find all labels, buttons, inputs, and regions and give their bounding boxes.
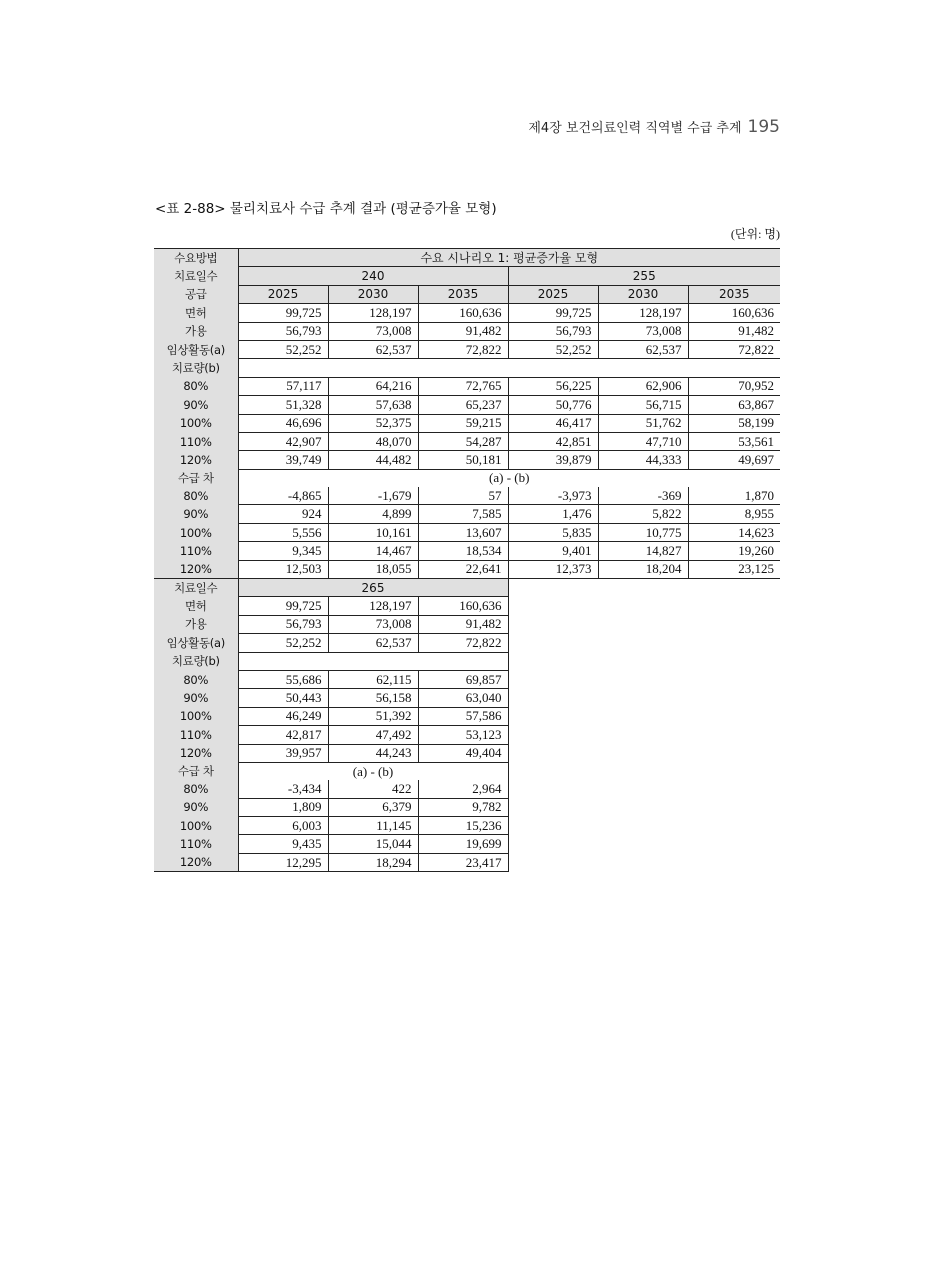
gap-value: 8,955 <box>688 505 780 523</box>
row-label-percent: 120% <box>154 451 238 469</box>
gap-value: 18,294 <box>328 853 418 871</box>
treat-value: 49,404 <box>418 744 508 762</box>
row-label-percent: 90% <box>154 396 238 414</box>
row-label-treat-amount: 치료량(b) <box>154 359 238 377</box>
license-value: 160,636 <box>418 597 508 615</box>
gap-value: 9,401 <box>508 542 598 560</box>
treat-value: 46,249 <box>238 707 328 725</box>
treat-value: 62,906 <box>598 377 688 395</box>
clinical-value: 52,252 <box>238 340 328 358</box>
gap-value: 57 <box>418 487 508 505</box>
gap-value: 10,161 <box>328 523 418 541</box>
table-row <box>154 249 780 267</box>
treat-value: 44,243 <box>328 744 418 762</box>
row-label-license: 면허 <box>154 304 238 322</box>
treat-value: 58,199 <box>688 414 780 432</box>
treat-value: 63,040 <box>418 689 508 707</box>
treat-value: 69,857 <box>418 670 508 688</box>
row-label-gap: 수급 차 <box>154 469 238 487</box>
treat-value: 57,638 <box>328 396 418 414</box>
treat-value: 65,237 <box>418 396 508 414</box>
treat-value: 51,328 <box>238 396 328 414</box>
gap-value: 14,467 <box>328 542 418 560</box>
treat-value: 39,749 <box>238 451 328 469</box>
table-row <box>154 817 508 835</box>
gap-formula: (a) - (b) <box>238 762 508 780</box>
blank-cell <box>238 652 508 670</box>
row-label-percent: 110% <box>154 542 238 560</box>
table-row <box>154 744 508 762</box>
gap-value: 1,809 <box>238 798 328 816</box>
year-header: 2030 <box>598 285 688 303</box>
table-row <box>154 835 508 853</box>
table-row <box>154 707 508 725</box>
table-row <box>154 285 780 303</box>
row-label-percent: 100% <box>154 817 238 835</box>
table-row <box>154 798 508 816</box>
treat-value: 46,417 <box>508 414 598 432</box>
gap-value: 14,623 <box>688 523 780 541</box>
treat-value: 47,710 <box>598 432 688 450</box>
running-header <box>528 117 780 137</box>
table-row <box>154 652 508 670</box>
gap-value: 12,503 <box>238 560 328 578</box>
row-label-available: 가용 <box>154 615 238 633</box>
treat-value: 39,957 <box>238 744 328 762</box>
treat-value: 51,762 <box>598 414 688 432</box>
unit-label: (단위: 명) <box>730 227 780 241</box>
table-row <box>154 432 780 450</box>
treat-value: 44,333 <box>598 451 688 469</box>
treat-value: 62,115 <box>328 670 418 688</box>
table-row <box>154 560 780 578</box>
row-label-percent: 110% <box>154 432 238 450</box>
treat-value: 50,181 <box>418 451 508 469</box>
treat-value: 56,225 <box>508 377 598 395</box>
treat-value: 64,216 <box>328 377 418 395</box>
available-value: 73,008 <box>598 322 688 340</box>
year-header: 2035 <box>688 285 780 303</box>
gap-value: 15,236 <box>418 817 508 835</box>
license-value: 128,197 <box>328 597 418 615</box>
gap-value: 5,835 <box>508 523 598 541</box>
table-row <box>154 469 780 487</box>
gap-value: -1,679 <box>328 487 418 505</box>
row-label-percent: 90% <box>154 505 238 523</box>
available-value: 56,793 <box>238 322 328 340</box>
chapter-title: 제4장 보건의료인력 직역별 수급 추계 <box>528 121 742 136</box>
license-value: 160,636 <box>688 304 780 322</box>
treat-value: 52,375 <box>328 414 418 432</box>
supply-demand-table <box>154 248 780 579</box>
gap-formula: (a) - (b) <box>489 470 530 486</box>
row-label-clinical: 임상활동(a) <box>154 634 238 652</box>
row-label-demand-method: 수요방법 <box>154 249 238 267</box>
treat-value: 48,070 <box>328 432 418 450</box>
gap-value: 2,964 <box>418 780 508 798</box>
gap-value: 18,204 <box>598 560 688 578</box>
gap-value: 15,044 <box>328 835 418 853</box>
gap-value: -3,434 <box>238 780 328 798</box>
clinical-value: 72,822 <box>418 340 508 358</box>
table-row <box>154 322 780 340</box>
table-row <box>154 689 508 707</box>
table-row <box>154 505 780 523</box>
clinical-value: 52,252 <box>238 634 328 652</box>
table-row <box>154 396 780 414</box>
days-header-265: 265 <box>238 579 508 597</box>
gap-value: 14,827 <box>598 542 688 560</box>
treat-value: 53,561 <box>688 432 780 450</box>
table-row <box>154 451 780 469</box>
treat-value: 72,765 <box>418 377 508 395</box>
table-row <box>154 542 780 560</box>
clinical-value: 62,537 <box>328 340 418 358</box>
gap-value: 422 <box>328 780 418 798</box>
gap-value: 19,260 <box>688 542 780 560</box>
table-row <box>154 523 780 541</box>
row-label-percent: 80% <box>154 670 238 688</box>
treat-value: 47,492 <box>328 726 418 744</box>
year-header: 2025 <box>238 285 328 303</box>
treat-value: 56,715 <box>598 396 688 414</box>
treat-value: 55,686 <box>238 670 328 688</box>
row-label-percent: 90% <box>154 798 238 816</box>
table-row <box>154 853 508 871</box>
table-row <box>154 414 780 432</box>
gap-value: 1,870 <box>688 487 780 505</box>
year-header: 2035 <box>418 285 508 303</box>
table-row <box>154 726 508 744</box>
gap-value: 6,003 <box>238 817 328 835</box>
scenario-header: 수요 시나리오 1: 평균증가율 모형 <box>238 249 780 267</box>
row-label-percent: 100% <box>154 414 238 432</box>
gap-value: -369 <box>598 487 688 505</box>
table-row <box>154 780 508 798</box>
available-value: 91,482 <box>688 322 780 340</box>
row-label-treat-days: 치료일수 <box>154 267 238 285</box>
available-value: 73,008 <box>328 615 418 633</box>
gap-value: 18,534 <box>418 542 508 560</box>
gap-value: 12,373 <box>508 560 598 578</box>
table-row <box>154 762 508 780</box>
gap-value: 5,822 <box>598 505 688 523</box>
treat-value: 59,215 <box>418 414 508 432</box>
table-row <box>154 340 780 358</box>
clinical-value: 72,822 <box>688 340 780 358</box>
treat-value: 57,117 <box>238 377 328 395</box>
row-label-percent: 110% <box>154 726 238 744</box>
gap-value: 23,125 <box>688 560 780 578</box>
treat-value: 56,158 <box>328 689 418 707</box>
supply-demand-table-265 <box>154 579 509 872</box>
row-label-percent: 100% <box>154 523 238 541</box>
available-value: 73,008 <box>328 322 418 340</box>
row-label-percent: 80% <box>154 780 238 798</box>
gap-value: 924 <box>238 505 328 523</box>
page-number: 195 <box>747 117 780 137</box>
treat-value: 49,697 <box>688 451 780 469</box>
table-row <box>154 634 508 652</box>
available-value: 91,482 <box>418 322 508 340</box>
row-label-treat-amount: 치료량(b) <box>154 652 238 670</box>
gap-value: -3,973 <box>508 487 598 505</box>
gap-value: 1,476 <box>508 505 598 523</box>
row-label-percent: 120% <box>154 853 238 871</box>
table-row <box>154 597 508 615</box>
license-value: 99,725 <box>238 597 328 615</box>
row-label-percent: 120% <box>154 744 238 762</box>
year-header: 2025 <box>508 285 598 303</box>
table-row <box>154 615 508 633</box>
treat-value: 63,867 <box>688 396 780 414</box>
row-label-gap: 수급 차 <box>154 762 238 780</box>
days-header-255: 255 <box>508 267 780 285</box>
table-row <box>154 359 780 377</box>
table-row <box>154 304 780 322</box>
gap-value: 9,782 <box>418 798 508 816</box>
table-row <box>154 670 508 688</box>
row-label-treat-days: 치료일수 <box>154 579 238 597</box>
row-label-percent: 80% <box>154 377 238 395</box>
treat-value: 51,392 <box>328 707 418 725</box>
gap-value: 5,556 <box>238 523 328 541</box>
table-row <box>154 267 780 285</box>
gap-value: 11,145 <box>328 817 418 835</box>
gap-value: 9,345 <box>238 542 328 560</box>
row-label-percent: 80% <box>154 487 238 505</box>
license-value: 160,636 <box>418 304 508 322</box>
table-row <box>154 487 780 505</box>
row-label-clinical: 임상활동(a) <box>154 340 238 358</box>
clinical-value: 62,537 <box>328 634 418 652</box>
gap-value: 6,379 <box>328 798 418 816</box>
row-label-percent: 90% <box>154 689 238 707</box>
gap-value: 7,585 <box>418 505 508 523</box>
treat-value: 53,123 <box>418 726 508 744</box>
gap-value: 23,417 <box>418 853 508 871</box>
treat-value: 39,879 <box>508 451 598 469</box>
blank-cell <box>238 359 780 377</box>
year-header: 2030 <box>328 285 418 303</box>
available-value: 56,793 <box>238 615 328 633</box>
row-label-supply: 공급 <box>154 285 238 303</box>
clinical-value: 62,537 <box>598 340 688 358</box>
row-label-license: 면허 <box>154 597 238 615</box>
license-value: 128,197 <box>328 304 418 322</box>
treat-value: 42,851 <box>508 432 598 450</box>
row-label-percent: 120% <box>154 560 238 578</box>
gap-value: 10,775 <box>598 523 688 541</box>
license-value: 99,725 <box>508 304 598 322</box>
available-value: 91,482 <box>418 615 508 633</box>
license-value: 128,197 <box>598 304 688 322</box>
row-label-available: 가용 <box>154 322 238 340</box>
clinical-value: 52,252 <box>508 340 598 358</box>
gap-value: 22,641 <box>418 560 508 578</box>
treat-value: 42,907 <box>238 432 328 450</box>
gap-value: -4,865 <box>238 487 328 505</box>
days-header-240: 240 <box>238 267 508 285</box>
treat-value: 54,287 <box>418 432 508 450</box>
treat-value: 42,817 <box>238 726 328 744</box>
treat-value: 50,776 <box>508 396 598 414</box>
gap-value: 12,295 <box>238 853 328 871</box>
treat-value: 44,482 <box>328 451 418 469</box>
row-label-percent: 110% <box>154 835 238 853</box>
table-caption: <표 2-88> 물리치료사 수급 추계 결과 (평균증가율 모형) <box>155 201 497 217</box>
table-row <box>154 579 508 597</box>
row-label-percent: 100% <box>154 707 238 725</box>
gap-value: 18,055 <box>328 560 418 578</box>
gap-value: 13,607 <box>418 523 508 541</box>
table-row <box>154 377 780 395</box>
treat-value: 50,443 <box>238 689 328 707</box>
treat-value: 57,586 <box>418 707 508 725</box>
treat-value: 46,696 <box>238 414 328 432</box>
gap-value: 9,435 <box>238 835 328 853</box>
license-value: 99,725 <box>238 304 328 322</box>
treat-value: 70,952 <box>688 377 780 395</box>
available-value: 56,793 <box>508 322 598 340</box>
gap-value: 19,699 <box>418 835 508 853</box>
clinical-value: 72,822 <box>418 634 508 652</box>
gap-value: 4,899 <box>328 505 418 523</box>
